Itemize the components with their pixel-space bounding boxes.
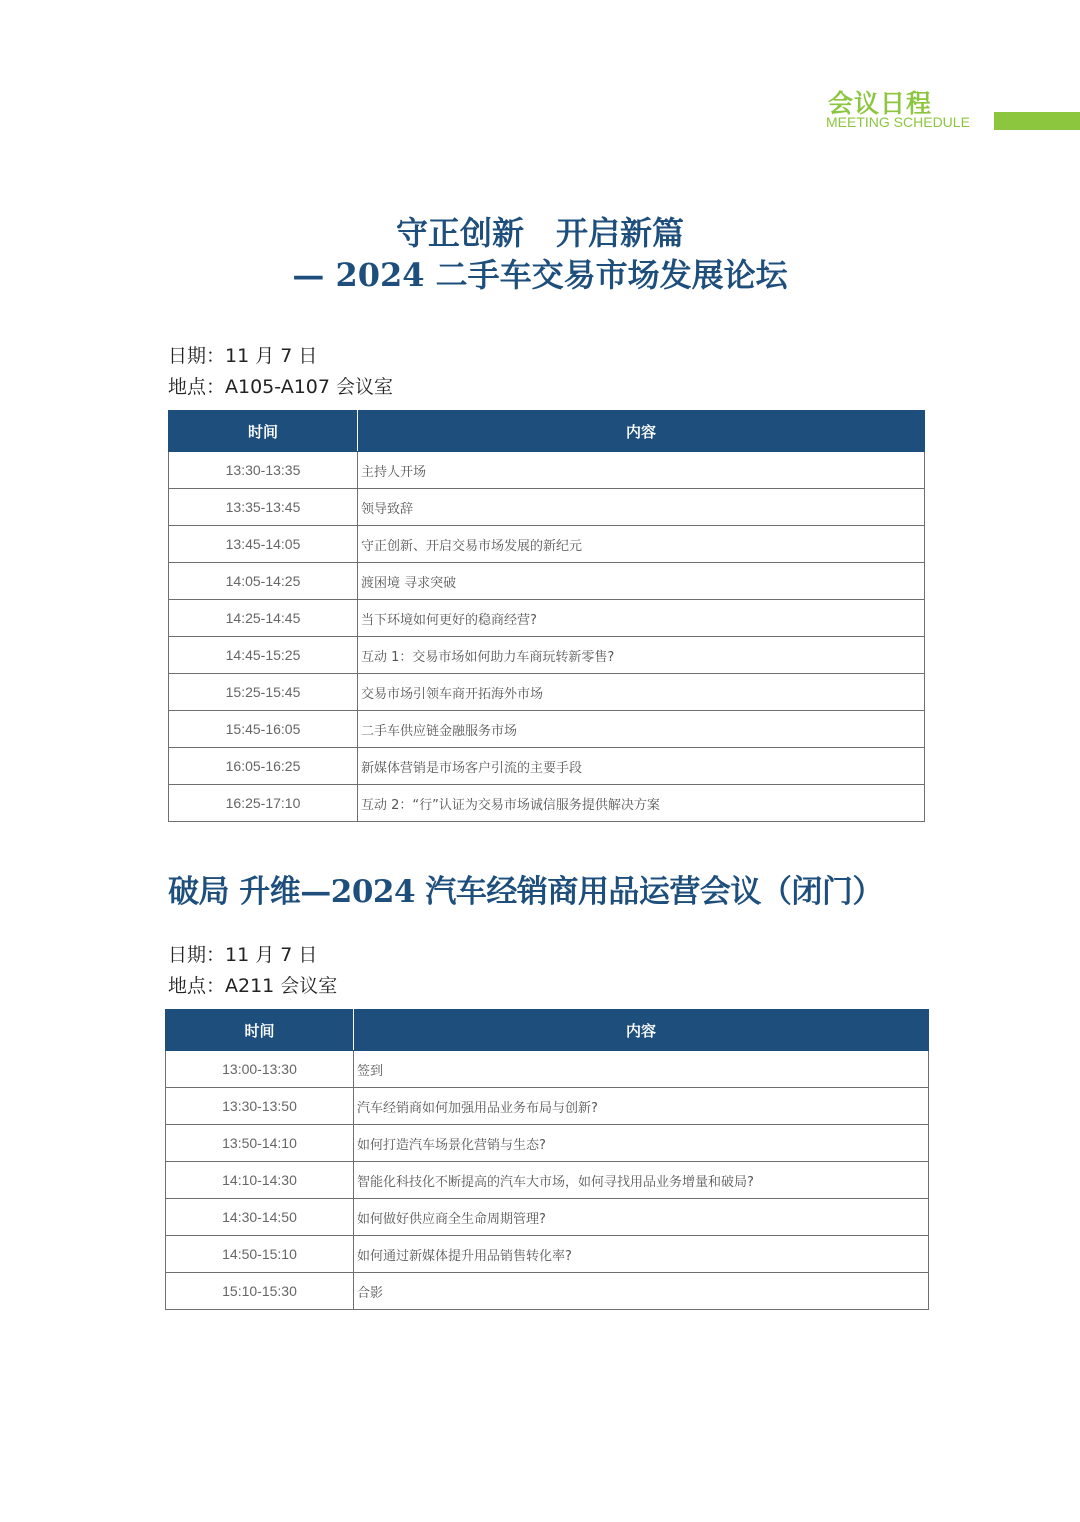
table-row xyxy=(169,711,925,748)
table-row xyxy=(169,637,925,674)
row-content: 二手车供应链金融服务市场 xyxy=(358,711,925,748)
row-time: 14:45-15:25 xyxy=(169,637,358,674)
row-content: 交易市场引领车商开拓海外市场 xyxy=(358,674,925,711)
row-content: 如何做好供应商全生命周期管理? xyxy=(354,1199,929,1236)
row-content: 互动 1：交易市场如何助力车商玩转新零售? xyxy=(358,637,925,674)
row-time: 14:50-15:10 xyxy=(166,1236,354,1273)
column-header-time: 时间 xyxy=(166,1010,354,1051)
session1-date: 日期：11 月 7 日 xyxy=(168,345,318,367)
row-content: 合影 xyxy=(354,1273,929,1310)
session1-meta xyxy=(168,341,393,403)
table-row xyxy=(169,785,925,822)
session1-title xyxy=(0,212,1080,296)
row-content: 互动 2：“行”认证为交易市场诚信服务提供解决方案 xyxy=(358,785,925,822)
row-time: 16:05-16:25 xyxy=(169,748,358,785)
row-content: 如何通过新媒体提升用品销售转化率? xyxy=(354,1236,929,1273)
table-row xyxy=(169,526,925,563)
table-row xyxy=(169,674,925,711)
row-content: 如何打造汽车场景化营销与生态? xyxy=(354,1125,929,1162)
row-content: 汽车经销商如何加强用品业务布局与创新? xyxy=(354,1088,929,1125)
table-row xyxy=(169,600,925,637)
table-row xyxy=(166,1051,929,1088)
row-time: 16:25-17:10 xyxy=(169,785,358,822)
row-content: 新媒体营销是市场客户引流的主要手段 xyxy=(358,748,925,785)
row-content: 渡困境 寻求突破 xyxy=(358,563,925,600)
table-header-row xyxy=(166,1010,929,1051)
session1-title-line2: — 2024 二手车交易市场发展论坛 xyxy=(292,256,788,294)
row-time: 14:05-14:25 xyxy=(169,563,358,600)
table-row xyxy=(169,489,925,526)
table-row xyxy=(166,1125,929,1162)
row-time: 14:10-14:30 xyxy=(166,1162,354,1199)
table-row xyxy=(166,1162,929,1199)
row-time: 15:45-16:05 xyxy=(169,711,358,748)
row-time: 13:00-13:30 xyxy=(166,1051,354,1088)
table-row xyxy=(169,452,925,489)
row-content: 主持人开场 xyxy=(358,452,925,489)
header-title-cn: 会议日程 xyxy=(828,89,933,118)
row-time: 13:50-14:10 xyxy=(166,1125,354,1162)
row-time: 15:25-15:45 xyxy=(169,674,358,711)
row-time: 15:10-15:30 xyxy=(166,1273,354,1310)
session1-location: 地点：A105-A107 会议室 xyxy=(168,376,394,398)
page-header xyxy=(800,84,1080,134)
column-header-time: 时间 xyxy=(169,411,358,452)
table-row xyxy=(169,563,925,600)
table-row xyxy=(166,1199,929,1236)
row-time: 14:30-14:50 xyxy=(166,1199,354,1236)
column-header-content: 内容 xyxy=(358,411,925,452)
table-row xyxy=(166,1273,929,1310)
row-time: 13:30-13:35 xyxy=(169,452,358,489)
header-accent-bar xyxy=(994,112,1080,130)
session2-schedule-table xyxy=(165,1009,929,1310)
session2-date: 日期：11 月 7 日 xyxy=(168,944,318,966)
session2-location: 地点：A211 会议室 xyxy=(168,975,338,997)
row-content: 当下环境如何更好的稳商经营? xyxy=(358,600,925,637)
row-time: 13:35-13:45 xyxy=(169,489,358,526)
row-time: 13:30-13:50 xyxy=(166,1088,354,1125)
table-row xyxy=(166,1088,929,1125)
row-time: 13:45-14:05 xyxy=(169,526,358,563)
session2-title: 破局 升维—2024 汽车经销商用品运营会议（闭门） xyxy=(168,874,883,910)
table-header-row xyxy=(169,411,925,452)
row-content: 签到 xyxy=(354,1051,929,1088)
column-header-content: 内容 xyxy=(354,1010,929,1051)
table-row xyxy=(166,1236,929,1273)
session1-schedule-table xyxy=(168,410,925,822)
row-time: 14:25-14:45 xyxy=(169,600,358,637)
row-content: 智能化科技化不断提高的汽车大市场，如何寻找用品业务增量和破局? xyxy=(354,1162,929,1199)
table-row xyxy=(169,748,925,785)
session2-meta xyxy=(168,940,337,1002)
header-title-en: MEETING SCHEDULE xyxy=(826,114,970,130)
row-content: 守正创新、开启交易市场发展的新纪元 xyxy=(358,526,925,563)
session1-title-line1: 守正创新 开启新篇 xyxy=(395,214,684,252)
row-content: 领导致辞 xyxy=(358,489,925,526)
